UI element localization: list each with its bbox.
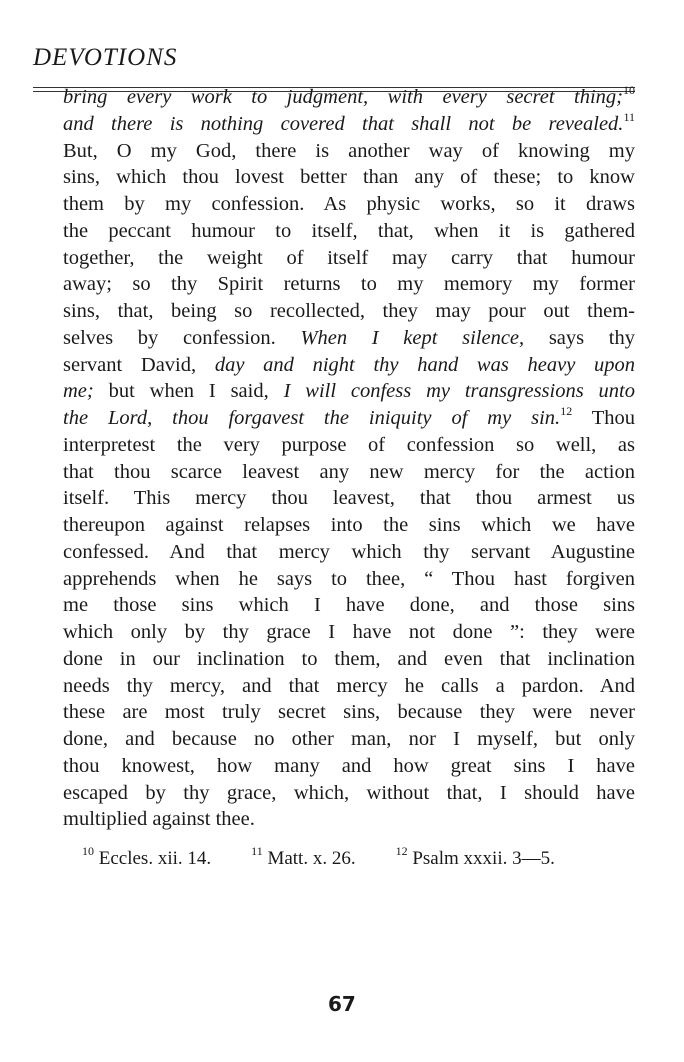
text: them by my confession. As physic works, so it draws: [63, 193, 635, 215]
text: thereupon against relapses into the sins which we have: [63, 514, 635, 536]
footnote-text: Psalm xxxii. 3—5.: [407, 848, 555, 869]
text: these are most truly secret sins, because they were never: [63, 701, 635, 724]
text: But, O my God, there is another way of knowing my: [63, 139, 635, 162]
text-line: [63, 164, 635, 191]
text-line: [63, 111, 635, 138]
text-line: [63, 726, 635, 753]
text-line: [63, 432, 635, 459]
text-line: [63, 485, 635, 512]
italic-text: and there is nothing covered that shall not be revealed.: [63, 112, 624, 135]
italic-text: I will confess my transgressions unto: [283, 380, 635, 403]
text-line: [63, 566, 635, 593]
footnote: [395, 844, 555, 870]
text-line: [63, 191, 635, 218]
text: done in our inclination to them, and even that inclination: [63, 647, 635, 670]
text: interpretest the very purpose of confession so well, as: [63, 433, 635, 456]
text-line: [63, 325, 635, 352]
text-line: [63, 780, 635, 807]
text-line: [63, 646, 635, 673]
footnote-text: Matt. x. 26.: [262, 848, 356, 869]
text-line: [63, 352, 635, 379]
text: sins, that, being so recollected, they may pour out them-: [63, 300, 635, 322]
text: Thou: [572, 407, 636, 429]
text: away; so thy Spirit returns to my memory my former: [63, 273, 635, 296]
text: selves by confession.: [63, 326, 301, 349]
italic-text: When I kept silence,: [300, 326, 525, 349]
footnote-number: 11: [251, 844, 263, 858]
text: done, and because no other man, nor I myself, but only: [63, 728, 635, 750]
footnote-number: 10: [82, 844, 94, 858]
text-line: [63, 405, 635, 432]
page-number: 67: [328, 992, 356, 1016]
text-line: [63, 539, 635, 566]
footnote-number: 12: [395, 844, 408, 858]
italic-text: bring every work to judgment, with every secret thing;: [63, 86, 623, 108]
italic-text: day and night thy hand was heavy upon: [214, 353, 636, 376]
text-line: [63, 218, 635, 245]
italic-text: me;: [63, 380, 94, 403]
text-line: [63, 138, 635, 165]
text-line: [63, 271, 635, 298]
text-line: [63, 753, 635, 780]
text-line: [63, 245, 635, 272]
text-line: [63, 378, 635, 405]
text-line: [63, 699, 635, 726]
text: but when I said,: [93, 380, 284, 403]
footnote-ref: 11: [623, 109, 635, 124]
text: says thy: [524, 326, 636, 349]
footnotes: [82, 844, 622, 870]
footnote-ref: 12: [560, 404, 573, 418]
text: that thou scarce leavest any new mercy for the action: [63, 460, 635, 483]
text-line: [63, 84, 635, 111]
italic-text: the Lord, thou forgavest the iniquity of my sin.: [63, 407, 561, 429]
body-text: [63, 84, 635, 833]
footnote-ref: 10: [623, 83, 635, 97]
text: me those sins which I have done, and those sins: [63, 594, 635, 617]
text: thou knowest, how many and how great sins I have: [63, 754, 635, 777]
text-line: [63, 592, 635, 619]
text: escaped by thy grace, which, without that, I should have: [63, 781, 635, 804]
text: apprehends when he says to thee, “ Thou hast forgiven: [63, 567, 635, 590]
text: confessed. And that mercy which thy servant Augustine: [63, 540, 635, 563]
text-line: [63, 619, 635, 646]
text: sins, which thou lovest better than any of these; to know: [63, 166, 635, 189]
footnote: [251, 844, 356, 870]
text: itself. This mercy thou leavest, that thou armest us: [63, 487, 635, 510]
text-line: [63, 298, 635, 325]
text-line: [63, 459, 635, 486]
text-line: [63, 806, 635, 833]
footnote-text: Eccles. xii. 14.: [94, 848, 212, 869]
text: servant David,: [63, 353, 215, 376]
text-line: [63, 512, 635, 539]
text: multiplied against thee.: [63, 808, 255, 831]
text: which only by thy grace I have not done ”: they were: [63, 621, 635, 643]
running-head: DEVOTIONS: [33, 44, 178, 71]
footnote: [82, 844, 212, 870]
text: together, the weight of itself may carry that humour: [63, 246, 635, 269]
text: needs thy mercy, and that mercy he calls a pardon. And: [63, 674, 635, 697]
text: the peccant humour to itself, that, when it is gathered: [63, 219, 635, 242]
text-line: [63, 673, 635, 700]
